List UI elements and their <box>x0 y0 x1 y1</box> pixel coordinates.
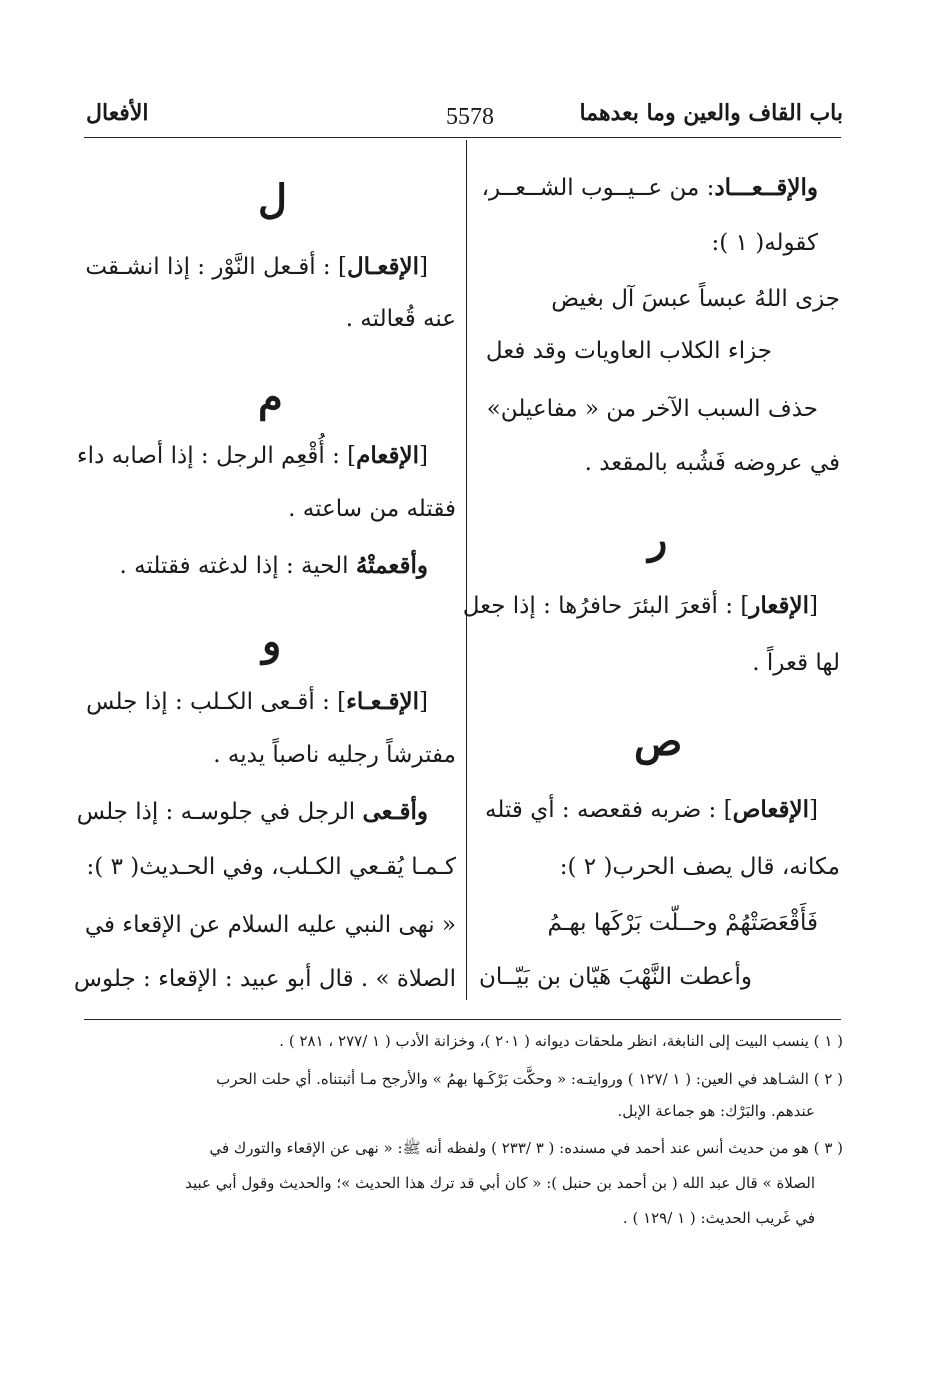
entry-iqaar: [الإقعار] : أقعرَ البئرَ حافرُها : إذا جعل <box>462 592 818 619</box>
text-line: فقتله من ساعته . <box>288 496 456 522</box>
section-letter-waw: و <box>262 618 282 665</box>
headword: والإقــعـــاد <box>714 174 818 201</box>
footnote-1: ( ١ ) ينسب البيت إلى النابغة، انظر ملحقات ديوانه ( ٢٠١ )، وخزانة الأدب ( ١ /٢٧٧ ، ٢٨١ ) . <box>279 1032 843 1050</box>
footnote-2: ( ٢ ) الشـاهد في العين: ( ١ /١٢٧ ) وروايتـه: « وحكَّت بَرْكَـها بهمُ » والأرجح مـا أثبتناه. أي حلت الحرب <box>216 1070 843 1088</box>
headword: الإقعاص <box>732 796 810 823</box>
section-letter-mim: م <box>258 374 283 421</box>
text-line: مكانه، قال يصف الحرب( ٢ ): <box>559 854 840 880</box>
text-line: مفترشاً رجليه ناصباً يديه . <box>213 742 456 768</box>
verse-line: جزاء الكلاب العاويات وقد فعل <box>485 338 772 364</box>
footnote-rule <box>84 1019 841 1020</box>
footnote-3: ( ٣ ) هو من حديث أنس عند أحمد في مسنده: ( ٣ /٢٣٣ ) ولفظه أنه ﷺ: « نهى عن الإقعاء والتورك في <box>209 1139 843 1157</box>
entry-iqaal: [الإقعـال] : أقـعل النَّوْر : إذا انشـقت <box>85 253 428 280</box>
verse-line: جزى اللهُ عبساً عبسَ آل بغيض <box>551 286 840 312</box>
text-line: كقوله( ١ ): <box>711 230 818 256</box>
running-header-chapter: باب القاف والعين وما بعدهما <box>579 100 843 126</box>
verse-line: وأعطت النَّهْبَ هَيّان بن بَيّــان <box>478 964 752 990</box>
footnote-2-cont: عندهم. والبَرْك: هو جماعة الإبل. <box>617 1102 815 1120</box>
section-letter-ra: ر <box>648 516 668 563</box>
section-letter-sad: ص <box>634 718 683 765</box>
text-line: « نهى النبي عليه السلام عن الإقعاء في <box>84 912 456 938</box>
headword: الإقـعـاء <box>346 688 420 715</box>
entry-iqaas: [الإقعاص] : ضربه فقعصه : أي قتله <box>485 796 818 823</box>
text-line: في عروضه فَشُبه بالمقعد . <box>584 450 840 476</box>
headword: الإقعـال <box>346 253 420 280</box>
headword: وأقعمتْهُ <box>355 552 428 579</box>
entry-iqaa: [الإقـعـاء] : أقـعى الكـلب : إذا جلس <box>86 688 428 715</box>
text-line: كـمـا يُقـعي الكـلب، وفي الحـديث( ٣ ): <box>86 854 456 880</box>
verse-line: فَأَقْعَصَتْهُمْ وحــلّت بَرْكَها بهـمُ <box>547 910 818 936</box>
footnote-3-cont: في غَريب الحديث: ( ١ /١٢٩ ) . <box>622 1209 815 1227</box>
entry-iqaad: والإقــعـــاد: من عــيــوب الشــعــر، <box>481 174 818 201</box>
footnote-3-cont: الصلاة » قال عبد الله ( بن أحمد بن حنبل ): « كان أبي قد ترك هذا الحديث »؛ والحديث وقول أبي عبيد <box>185 1174 815 1192</box>
running-header-section: الأفعال <box>86 100 149 126</box>
headword: الإقعار <box>749 592 810 619</box>
text-line: عنه قُعالته . <box>345 306 456 332</box>
text-line: حذف السبب الآخر من « مفاعيلن» <box>486 396 818 422</box>
text-line: الصلاة » . قال أبو عبيد : الإقعاء : جلوس <box>73 966 456 992</box>
page-number: 5578 <box>446 104 494 130</box>
section-letter-lam: ل <box>258 176 288 223</box>
entry-iqaam: [الإقعام] : أُقْعِم الرجل : إذا أصابه داء <box>76 442 428 469</box>
entry-aqaa: وأقـعى الرجل في جلوسـه : إذا جلس <box>76 798 428 825</box>
headword: وأقـعى <box>362 798 428 825</box>
headword: الإقعام <box>356 442 420 469</box>
text-line: لها قعراً . <box>752 650 840 676</box>
column-divider <box>466 140 467 1000</box>
entry-aqamathu: وأقعمتْهُ الحية : إذا لدغته فقتلته . <box>119 552 428 579</box>
header-rule <box>84 137 841 138</box>
